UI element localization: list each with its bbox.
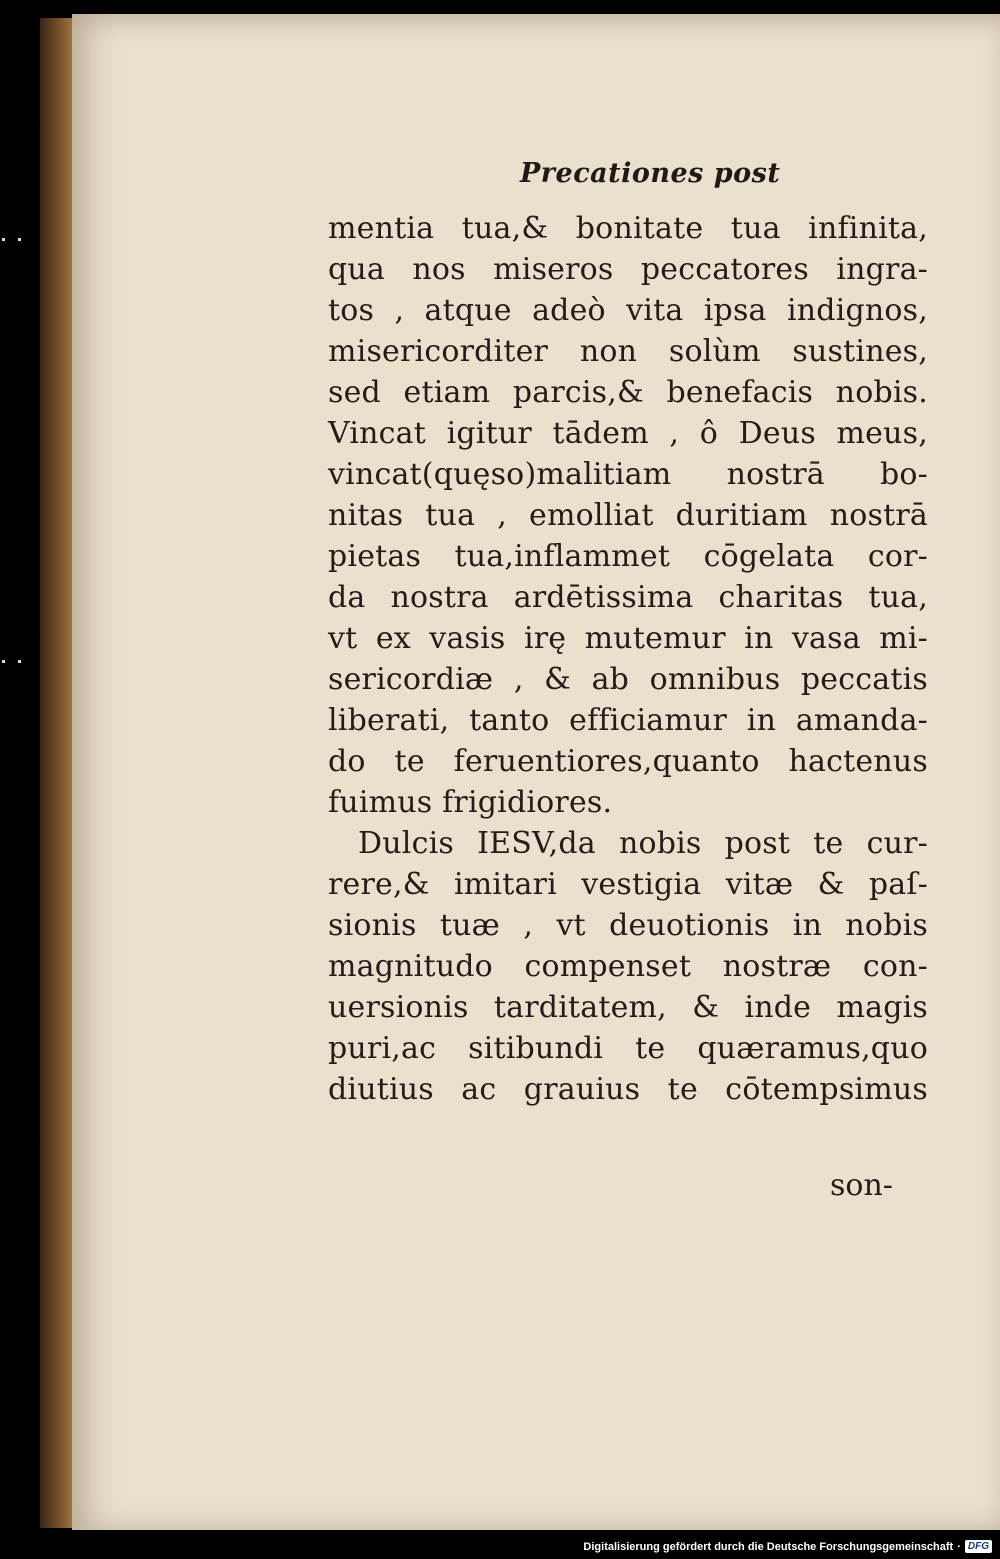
- text-line: do te feruentiores,quanto hactenus: [328, 744, 928, 779]
- text-line: da nostra ardētissima charitas tua,: [328, 580, 928, 615]
- digitization-credit: [583, 1540, 992, 1553]
- scan-mark: [18, 660, 21, 663]
- scan-mark: [2, 660, 5, 663]
- text-line: sed etiam parcis,& benefacis nobis.: [328, 375, 928, 410]
- text-line: qua nos miseros peccatores ingra-: [328, 252, 928, 287]
- text-line: vincat(quęso)malitiam nostrā bo-: [328, 457, 928, 492]
- catchword: son-: [830, 1168, 893, 1203]
- text-line: mentia tua,& bonitate tua infinita,: [328, 211, 928, 246]
- credit-text: Digitalisierung gefördert durch die Deutsche Forschungsgemeinschaft: [583, 1540, 954, 1553]
- scan-mark: [18, 238, 21, 241]
- dfg-logo: DFG: [965, 1540, 992, 1553]
- text-line: magnitudo compenset nostræ con-: [328, 949, 928, 984]
- body-text: [328, 208, 928, 1110]
- text-line: puri,ac sitibundi te quæramus,quo: [328, 1031, 928, 1066]
- text-line: fuimus frigidiores.: [328, 785, 613, 820]
- text-line: tos , atque adeò vita ipsa indignos,: [328, 293, 928, 328]
- text-line: sericordiæ , & ab omnibus peccatis: [328, 662, 928, 697]
- scan-mark: [2, 238, 5, 241]
- text-line: uersionis tarditatem, & inde magis: [328, 990, 928, 1025]
- scan-margin-marks: [0, 0, 40, 1559]
- text-line-paragraph-start: Dulcis IESV,da nobis post te cur-: [358, 826, 928, 861]
- text-line: sionis tuæ , vt deuotionis in nobis: [328, 908, 928, 943]
- credit-separator: ·: [957, 1540, 961, 1553]
- text-line: pietas tua,inflammet cōgelata cor-: [328, 539, 928, 574]
- running-head: Precationes post: [520, 158, 781, 189]
- text-line: rere,& imitari vestigia vitæ & paſ-: [328, 867, 928, 902]
- text-line: liberati, tanto efficiamur in amanda-: [328, 703, 928, 738]
- text-line: nitas tua , emolliat duritiam nostrā: [328, 498, 928, 533]
- text-line: Vincat igitur tādem , ô Deus meus,: [328, 416, 928, 451]
- text-line: misericorditer non solùm sustines,: [328, 334, 928, 369]
- text-line: diutius ac grauius te cōtempsimus: [328, 1072, 928, 1107]
- text-line: vt ex vasis irę mutemur in vasa mi-: [328, 621, 928, 656]
